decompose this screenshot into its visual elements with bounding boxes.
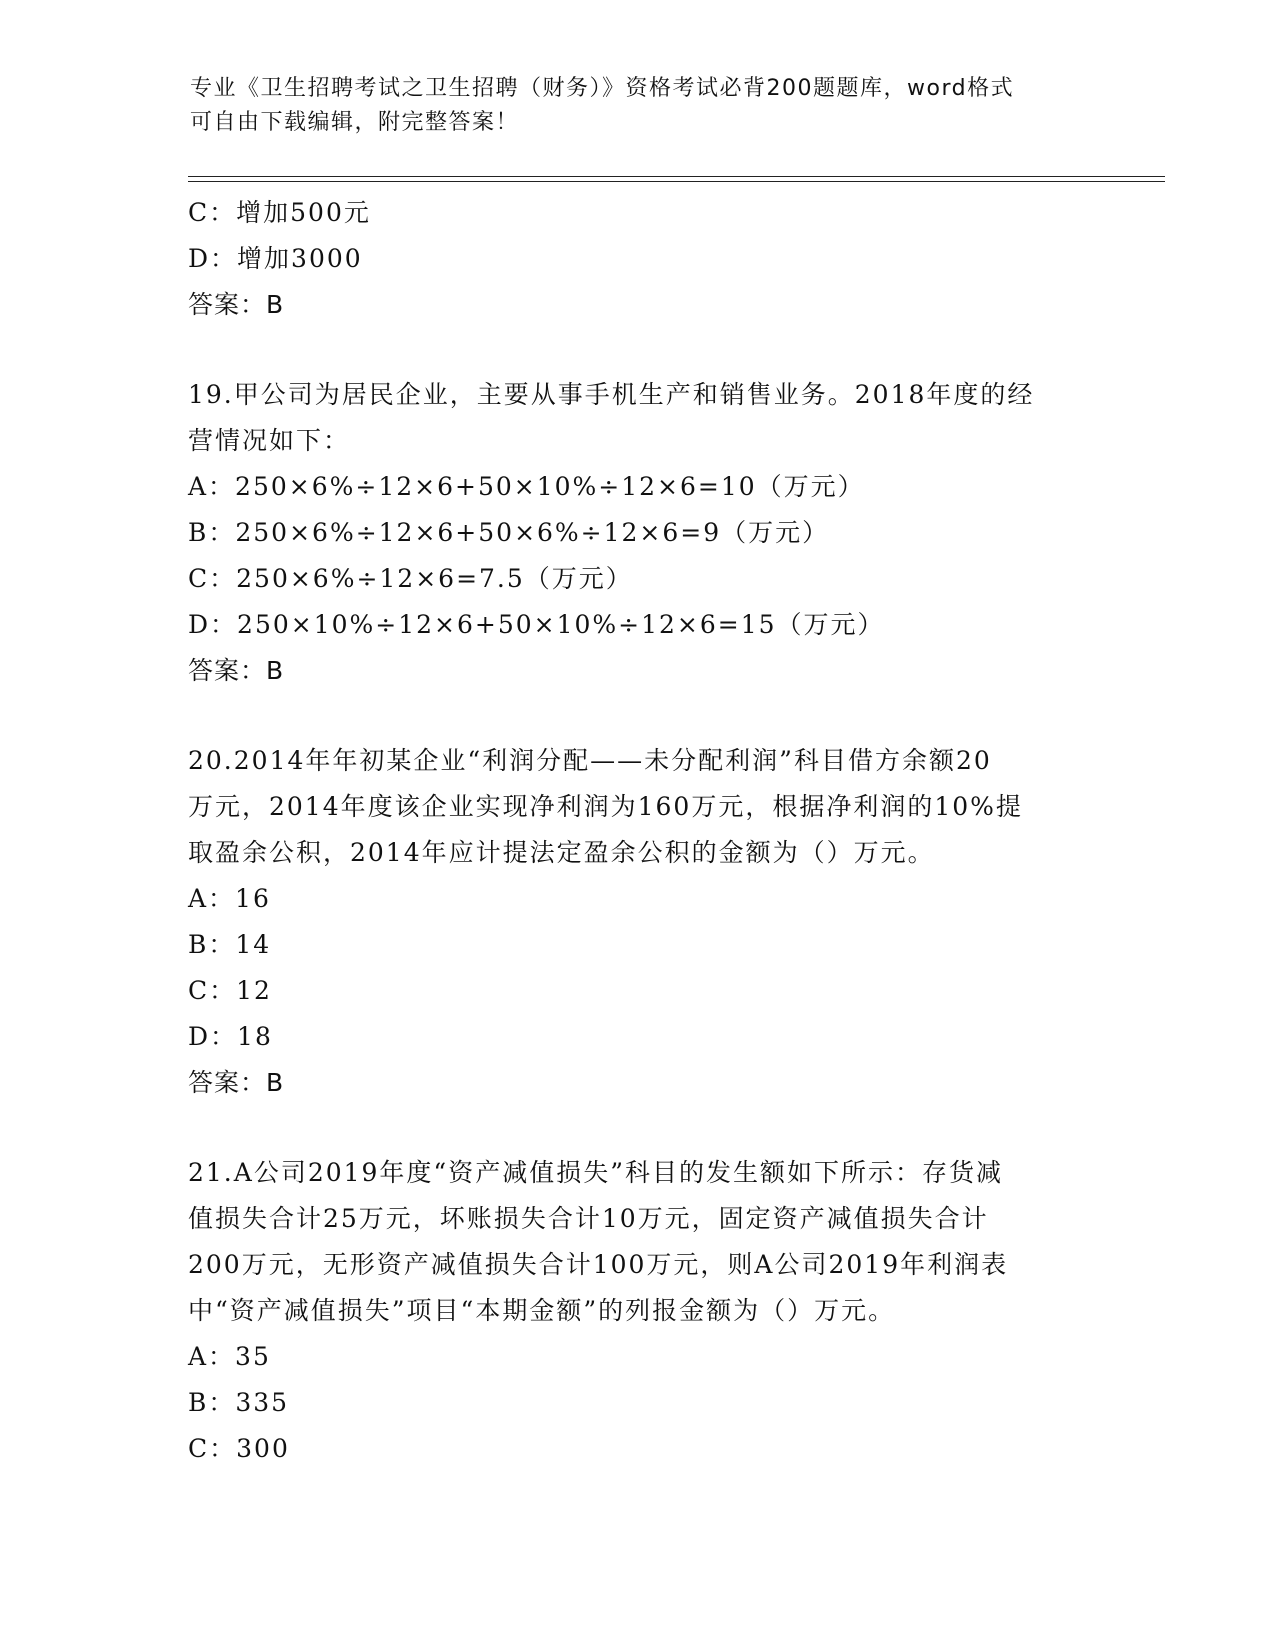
option-line: C：250×6%÷12×6=7.5（万元） (188, 564, 633, 593)
question-list (188, 190, 1088, 1472)
option-line: C：增加500元 (188, 198, 371, 227)
question-text-line: 中“资产减值损失”项目“本期金额”的列报金额为（）万元。 (188, 1296, 896, 1325)
option-line: A：16 (188, 884, 271, 913)
header-divider-bottom (188, 181, 1165, 182)
question-text-line: 20.2014年年初某企业“利润分配——未分配利润”科目借方余额20 (188, 746, 992, 775)
answer-line: 答案：B (188, 290, 285, 319)
question-block-21 (188, 1150, 1088, 1472)
option-line: B：14 (188, 930, 272, 959)
question-block-18-tail (188, 190, 1088, 328)
question-text-line: 21.A公司2019年度“资产减值损失”科目的发生额如下所示：存货减 (188, 1158, 1003, 1187)
option-line: D：18 (188, 1022, 273, 1051)
option-line: D：250×10%÷12×6+50×10%÷12×6=15（万元） (188, 610, 885, 639)
header-divider-top (188, 176, 1165, 177)
question-block-19 (188, 372, 1088, 694)
header-line-2: 可自由下载编辑，附完整答案！ (190, 110, 520, 135)
option-line: C：300 (188, 1434, 290, 1463)
question-text-line: 万元，2014年度该企业实现净利润为160万元，根据净利润的10%提 (188, 792, 1023, 821)
question-block-20 (188, 738, 1088, 1106)
question-text-line: 19.甲公司为居民企业，主要从事手机生产和销售业务。2018年度的经 (188, 380, 1035, 409)
option-line: C：12 (188, 976, 272, 1005)
document-header (190, 72, 1090, 140)
option-line: B：250×6%÷12×6+50×6%÷12×6=9（万元） (188, 518, 830, 547)
header-line-1: 专业《卫生招聘考试之卫生招聘（财务）》资格考试必背200题题库，word格式 (190, 76, 1015, 101)
question-text-line: 营情况如下： (188, 426, 351, 455)
question-text-line: 200万元，无形资产减值损失合计100万元，则A公司2019年利润表 (188, 1250, 1009, 1279)
option-line: D：增加3000 (188, 244, 363, 273)
answer-line: 答案：B (188, 656, 285, 685)
answer-line: 答案：B (188, 1068, 285, 1097)
option-line: B：335 (188, 1388, 290, 1417)
option-line: A：35 (188, 1342, 271, 1371)
question-text-line: 值损失合计25万元，坏账损失合计10万元，固定资产减值损失合计 (188, 1204, 989, 1233)
question-text-line: 取盈余公积，2014年应计提法定盈余公积的金额为（）万元。 (188, 838, 935, 867)
option-line: A：250×6%÷12×6+50×10%÷12×6=10（万元） (188, 472, 865, 501)
